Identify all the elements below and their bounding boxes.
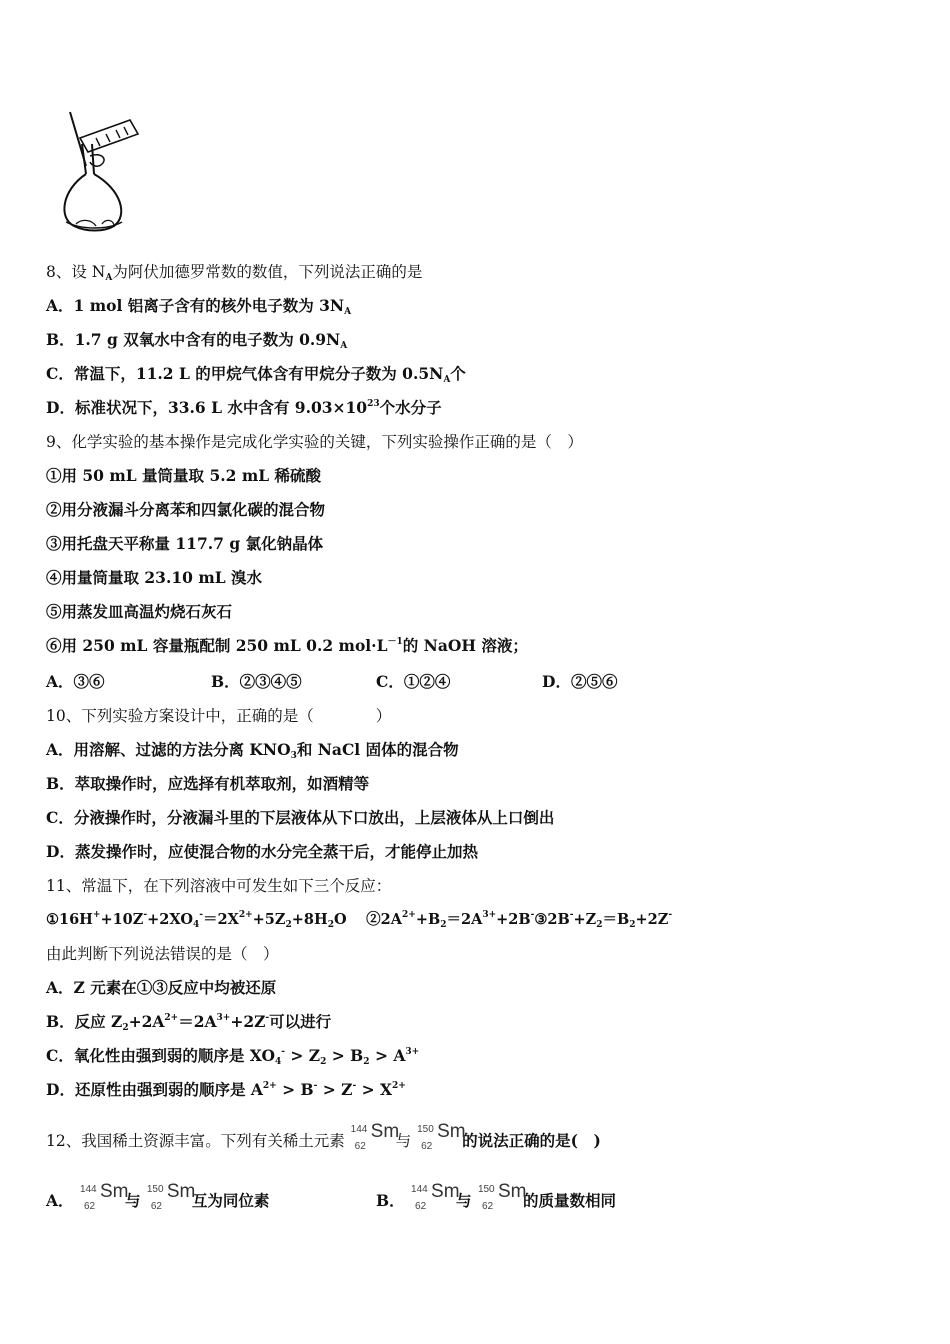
nuclide-sm-150: 150 62 Sm — [146, 1181, 196, 1212]
question-9-item-1: ①用 50 mL 量筒量取 5.2 mL 稀硫酸 — [46, 466, 322, 485]
nuclide-sm-144: 144 62 Sm — [350, 1121, 400, 1152]
question-9-item-4: ④用量筒量取 23.10 mL 溴水 — [46, 568, 263, 587]
question-8-stem: 8、设 $N_A$为阿伏加德罗常数的数值，下列说法正确的是 — [46, 263, 423, 283]
question-11-option-b: B．反应 $Z_2+2A^{2+}=2A^{3+}+2Z^-$可以进行 — [46, 1012, 332, 1033]
question-10-option-b: B．萃取操作时，应选择有机萃取剂，如酒精等 — [46, 774, 370, 793]
question-8-option-d: D．标准状况下，33.6 L 水中含有 $9.03\times 10^{23}$个水分子 — [46, 398, 442, 417]
question-10-option-d: D．蒸发操作时，应使混合物的水分完全蒸干后，才能停止加热 — [46, 842, 478, 861]
question-8-option-c: C．常温下，11.2 L 的甲烷气体含有甲烷分子数为 $0.5N_A$个 — [46, 364, 466, 385]
question-11-reactions: $①16H^++10Z^-+2XO_4^-=2X^{2+}+5Z_2+8H_2O$ $②2A^{2+}+B_2=2A^{3+}+2B^-③2B^-+Z_2=B_2+2Z^-$ — [46, 910, 673, 930]
question-11-stem-2: 由此判断下列说法错误的是（ ） — [46, 945, 279, 963]
question-9-item-6: ⑥用 250 mL 容量瓶配制 250 mL 0.2 $mol\cdot L^{-1}$的 NaOH 溶液； — [46, 636, 528, 655]
question-11-option-d: D．还原性由强到弱的顺序是 $A^{2+} > B^- > Z^- > X^{2+}$ — [46, 1080, 406, 1099]
question-9-option-d: D．②⑤⑥ — [542, 672, 618, 691]
question-11-stem: 11、常温下，在下列溶液中可发生如下三个反应： — [46, 877, 392, 895]
question-9-item-2: ②用分液漏斗分离苯和四氯化碳的混合物 — [46, 500, 326, 519]
question-8-option-a: A．1 mol 铝离子含有的核外电子数为 $3N_A$ — [46, 296, 352, 317]
question-9-item-3: ③用托盘天平称量 117.7 g 氯化钠晶体 — [46, 534, 324, 553]
nuclide-sm-150: 150 62 Sm — [417, 1121, 466, 1152]
question-11-option-c: C．氧化性由强到弱的顺序是 $XO_4^- > Z_2 > B_2 > A^{3+}$ — [46, 1046, 420, 1067]
question-10-option-c: C．分液操作时，分液漏斗里的下层液体从下口放出，上层液体从上口倒出 — [46, 808, 555, 827]
question-9-option-c: C．①②④ — [376, 672, 451, 691]
question-9-option-b: B．②③④⑤ — [211, 672, 302, 691]
question-12-option-b: B． 144 62 Sm 与 150 62 Sm 的质量数相同 — [376, 1181, 616, 1212]
nuclide-sm-150: 150 62 Sm — [477, 1181, 527, 1212]
question-8-option-b: B．1.7 g 双氧水中含有的电子数为 $0.9N_A$ — [46, 330, 348, 351]
nuclide-sm-144: 144 62 Sm — [79, 1181, 129, 1212]
question-9-option-a: A．③⑥ — [46, 672, 105, 691]
volumetric-flask-figure — [52, 108, 144, 236]
question-11-option-a: A．Z 元素在①③反应中均被还原 — [46, 978, 277, 997]
question-10-stem: 10、下列实验方案设计中，正确的是（ ） — [46, 707, 392, 725]
question-10-option-a: A．用溶解、过滤的方法分离 $KNO_3$和 NaCl 固体的混合物 — [46, 740, 459, 761]
question-9-stem: 9、化学实验的基本操作是完成化学实验的关键，下列实验操作正确的是（ ） — [46, 433, 583, 451]
question-12-option-a: A． 144 62 Sm 与 150 62 Sm 互为同位素 — [46, 1181, 270, 1212]
nuclide-sm-144: 144 62 Sm — [411, 1181, 460, 1212]
question-9-item-5: ⑤用蒸发皿高温灼烧石灰石 — [46, 602, 233, 621]
question-12-stem: 12、我国稀土资源丰富。下列有关稀土元素 144 62 Sm 与 150 62 Sm 的说法正确的是( ) — [46, 1121, 601, 1152]
